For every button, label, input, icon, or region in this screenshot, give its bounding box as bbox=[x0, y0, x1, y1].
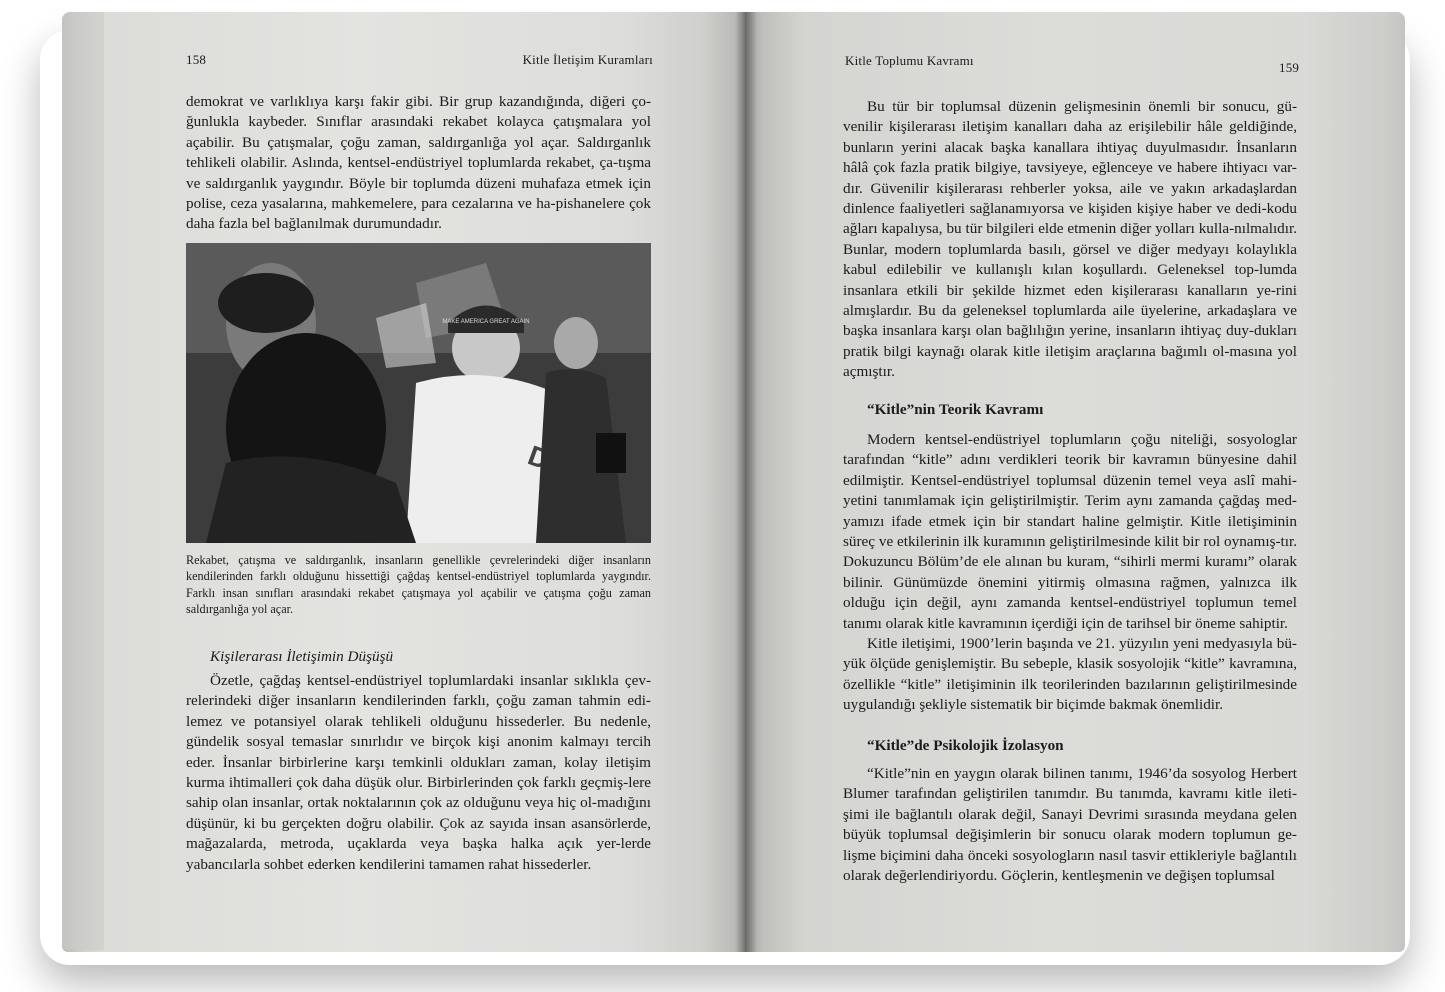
right-text-block-3 bbox=[843, 764, 1297, 886]
right-heading-1: “Kitle”nin Teorik Kavramı bbox=[867, 401, 1044, 418]
banner-text: D bbox=[523, 439, 554, 476]
left-intro-paragraph: demokrat ve varlıklıya karşı fakir gibi. Bir grup kazandığında, diğeri ço-ğunlukla kaybeder. Sınıflar arasındaki rekabet kolayca çatışmalara yol açabilir. Bu çatışmalar, çoğu zaman, saldırganlığa yol açar. Saldırganlık tehlikeli olabilir. Aslında, kentsel-endüstriyel toplumlarda rekabet, ça-tışma ve saldırganlık yaygındır. Böyle bir toplumda düzeni muhafaza etmek için polise, ceza yasalarına, mahkemelere, para cezalarına ve ha-pishanelere çok daha fazla bel bağlanılmak durumundadır. bbox=[186, 93, 651, 233]
left-running-head: Kitle İletişim Kuramları bbox=[522, 52, 653, 67]
protest-photo bbox=[186, 243, 651, 543]
page-edges bbox=[62, 12, 104, 950]
left-page bbox=[62, 12, 745, 952]
right-paragraph-1: Bu tür bir toplumsal düzenin gelişmesinin önemli bir sonucu, gü-venilir kişilerarası iletişim kanalları daha az erişilebilir hâle geldiğinde, bunların yerini alacak başka kanallara ihtiyaç duyulmasıdır. İnsanların hâlâ çok fazla pratik bilgiye, tavsiyeye, eğlenceye ve habere ihtiyacı var-dır. Güvenilir kişilerarası rehberler yoksa, aile ve yakın arkadaşlardan dinlence faaliyetleri sağlanamıyorsa ve kişiden kişiye haber ve dedi-kodu ağları kapalıysa, bu tür bilgileri elde etmenin diğer yolları kulla-nılmalıdır. Bunlar, modern toplumlarda basılı, görsel ve diğer medyayı kolaylıkla kabul edilebilir ve kullanışlı kılan koşullardı. Geleneksel top-lumda insanlara etkili bir şekilde hizmet eden kişilerarası kanalların ye-rini almışlardır. Bu da geleneksel toplumlarda aile üyelerine, arkadaşlara ve başka insanlara karşı olan bağlılığın yerine, insanların ihtiyaç duy-dukları pratik bilgi kaynağı olarak kitle iletişim araçlarına bağımlı ol-masına yol açmıştır. bbox=[843, 98, 1297, 381]
right-page bbox=[745, 12, 1405, 952]
right-paragraph-3: Kitle iletişimi, 1900’lerin başında ve 21. yüzyılın yeni medyasıyla bü-yük ölçüde genişlemiştir. Bu sebeple, klasik sosyolojik “kitle” kavramına, özellikle “kitle” iletişiminin ilk teorilerinden bazılarının geliştirilmesinde uygulandığı şekliyle sistematik bir biçimde bakmak önemlidir. bbox=[843, 635, 1297, 714]
right-paragraph-2: Modern kentsel-endüstriyel toplumların çoğu niteliği, sosyologlar tarafından “kitle” adını verdikleri teorik bir kavramın bünyesine dahil edilmiştir. Kentsel-endüstriyel toplumsal düzenin temel veya aslî mahi-yetini tanımlamak için geliştirilmiştir. Terim aynı zamanda çağdaş med-yamızı ifade etmek için bir standart haline gelmiştir. Kitle iletişiminin süreç ve etkilerinin ilk kuramının geliştirilmesinde kilit bir rol oynamış-tır. Dokuzuncu Bölüm’de ele alınan bu kuram, “sihirli mermi kuramı” olarak bilinir. Günümüzde önemini yitirmiş olmasına rağmen, yalnızca ilk olduğu için değil, aynı zamanda kentsel-endüstriyel toplumun temel tanımı olarak kitle kavramının içerdiği için de tarihsel bir öneme sahiptir. bbox=[843, 431, 1297, 632]
left-page-number: 158 bbox=[186, 52, 207, 67]
cap-text: MAKE AMERICA GREAT AGAIN bbox=[442, 319, 530, 325]
left-intro-text bbox=[186, 92, 651, 235]
right-running-head: Kitle Toplumu Kavramı bbox=[845, 53, 974, 68]
right-page-number: 159 bbox=[1279, 60, 1300, 75]
left-section-title: Kişilerarası İletişimin Düşüşü bbox=[210, 648, 394, 665]
left-section-paragraph: Özetle, çağdaş kentsel-endüstriyel toplumlardaki insanlar sıklıkla çev-relerindeki diğer insanların kendilerinden farklı, çoğu zaman tahmin edi-lemez ve potansiyel olarak tehlikeli olduğunu hissederler. Bu nedenle, gündelik sosyal temaslar sınırlıdır ve birçok kişi anonim kalmayı tercih eder. İnsanlar birbirlerine karşı temkinli oldukları zaman, kolay iletişim kurma ihtimalleri çok daha düşük olur. Birbirlerinden çok farklı geçmiş-lere sahip olan insanlar, ortak noktalarının çok az olduğunu veya hiç ol-madığını düşünür, ki bu gerçekten doğru olabilir. Çok az sayıda insan asansörlerde, mağazalarda, metroda, uçaklarda veya başka halka açık yer-lerde yabancılarla sohbet ederken kendilerini tamamen rahat hissederler. bbox=[186, 672, 651, 873]
book-spine bbox=[735, 12, 757, 952]
right-paragraph-4: “Kitle”nin en yaygın olarak bilinen tanımı, 1946’da sosyolog Herbert Blumer tarafından geliştirilen tanımdır. Bu tanımda, kavramı kitle ileti-şimi ile bağlantılı olarak değil, Sanayi Devrimi sırasında meydana gelen büyük toplumsal değişimlerin bir sonucu olarak modern toplumun ge-lişme biçimini daha önceki sosyologların nasıl tasvir ettikleriyle bağlantılı olarak değerlendiriyordu. Göçlerin, kentleşmenin ve değişen toplumsal bbox=[843, 765, 1297, 885]
photo-caption: Rekabet, çatışma ve saldırganlık, insanların genellikle çevrelerindeki diğer insanların kendilerinden farklı olduğunu hissettiği çağdaş kentsel-endüstriyel toplumlarda yaygındır. Farklı insan sınıfları arasındaki rekabet çatışmaya yol açabilir ve çatışma çoğu zaman saldırganlığa yol açar. bbox=[186, 553, 651, 616]
left-section-text bbox=[186, 671, 651, 875]
right-text-block-1 bbox=[843, 97, 1297, 383]
right-heading-2: “Kitle”de Psikolojik İzolasyon bbox=[867, 737, 1064, 754]
right-text-block-2 bbox=[843, 430, 1297, 716]
protest-photo-drawing bbox=[186, 243, 651, 543]
